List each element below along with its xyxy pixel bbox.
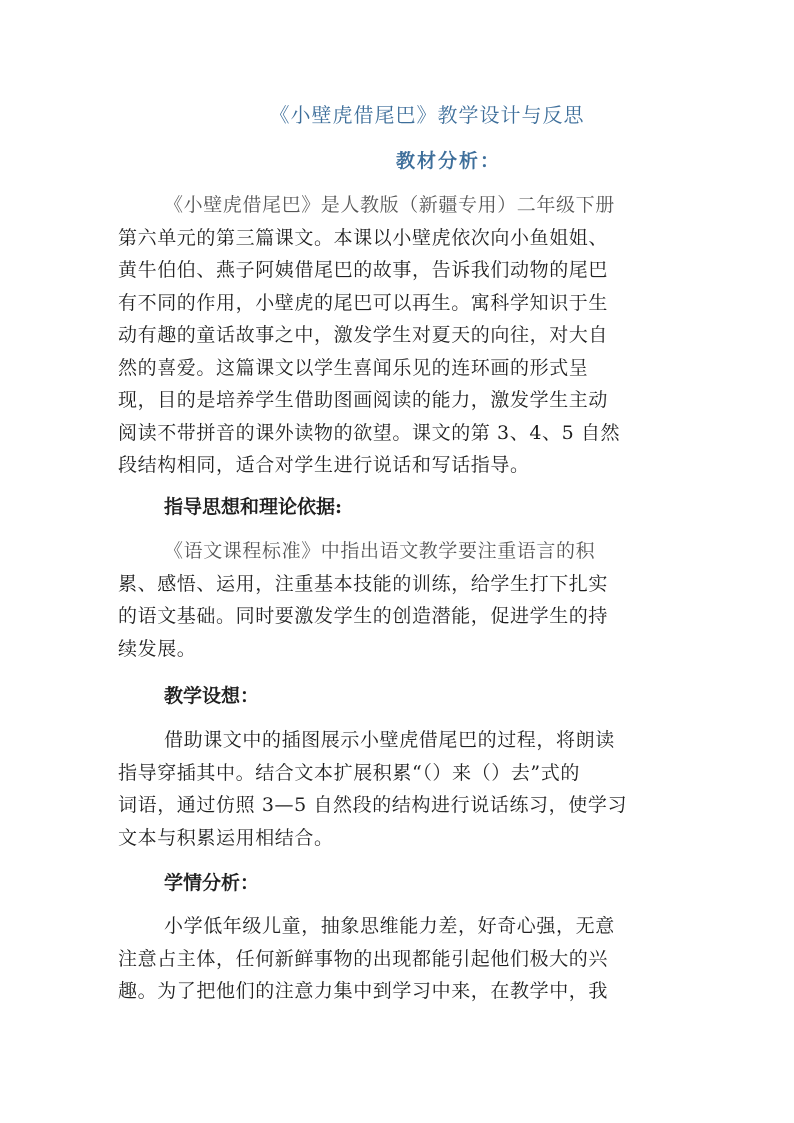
paragraph-line: 黄牛伯伯、燕子阿姨借尾巴的故事，告诉我们动物的尾巴 xyxy=(118,259,609,281)
paragraph-line: 的语文基础。同时要激发学生的创造潜能，促进学生的持 xyxy=(118,605,609,627)
paragraph-line: 现，目的是培养学生借助图画阅读的能力，激发学生主动 xyxy=(118,389,609,411)
paragraph-line: 《小壁虎借尾巴》是人教版（新疆专用）二年级下册 xyxy=(164,194,615,216)
paragraph-line: 小学低年级儿童，抽象思维能力差，好奇心强，无意 xyxy=(164,915,615,937)
document-title xyxy=(0,100,794,130)
paragraph-line: 续发展。 xyxy=(118,637,197,660)
paragraph-line: 趣。为了把他们的注意力集中到学习中来，在教学中，我 xyxy=(118,980,609,1002)
paragraph-line: 段结构相同，适合对学生进行说话和写话指导。 xyxy=(118,454,530,476)
paragraph-guiding-ideology xyxy=(118,535,658,665)
section-heading-textbook-analysis: 教材分析： xyxy=(396,150,502,172)
section-heading-learner-analysis: 学情分析： xyxy=(164,872,260,894)
paragraph-line: 词语，通过仿照 3—5 自然段的结构进行说话练习，使学习 xyxy=(118,794,628,816)
paragraph-line: 《语文课程标准》中指出语文教学要注重语言的积 xyxy=(164,540,596,562)
paragraph-learner-analysis xyxy=(118,910,658,1008)
paragraph-line: 阅读不带拼音的课外读物的欲望。课文的第 3、4、5 自然 xyxy=(118,421,621,444)
paragraph-line: 有不同的作用，小壁虎的尾巴可以再生。寓科学知识于生 xyxy=(118,291,609,314)
section-heading-teaching-concept: 教学设想： xyxy=(164,685,260,707)
paragraph-line: 动有趣的童话故事之中，激发学生对夏天的向往，对大自 xyxy=(118,324,609,346)
paragraph-line: 借助课文中的插图展示小壁虎借尾巴的过程，将朗读 xyxy=(164,729,615,751)
section-heading-guiding-ideology: 指导思想和理论依据: xyxy=(164,496,343,518)
document-title-text: 《小壁虎借尾巴》教学设计与反思 xyxy=(269,103,585,127)
paragraph-line: 注意占主体，任何新鲜事物的出现都能引起他们极大的兴 xyxy=(118,947,609,970)
paragraph-teaching-concept xyxy=(118,724,658,854)
paragraph-line: 累、感悟、运用，注重基本技能的训练，给学生打下扎实 xyxy=(118,572,609,595)
paragraph-line: 第六单元的第三篇课文。本课以小壁虎依次向小鱼姐姐、 xyxy=(118,226,609,249)
paragraph-textbook-analysis xyxy=(118,189,658,482)
paragraph-line: 指导穿插其中。结合文本扩展积累“（）来（）去”式的 xyxy=(118,761,580,784)
paragraph-line: 文本与积累运用相结合。 xyxy=(118,826,334,849)
paragraph-line: 然的喜爱。这篇课文以学生喜闻乐见的连环画的形式呈 xyxy=(118,356,589,379)
